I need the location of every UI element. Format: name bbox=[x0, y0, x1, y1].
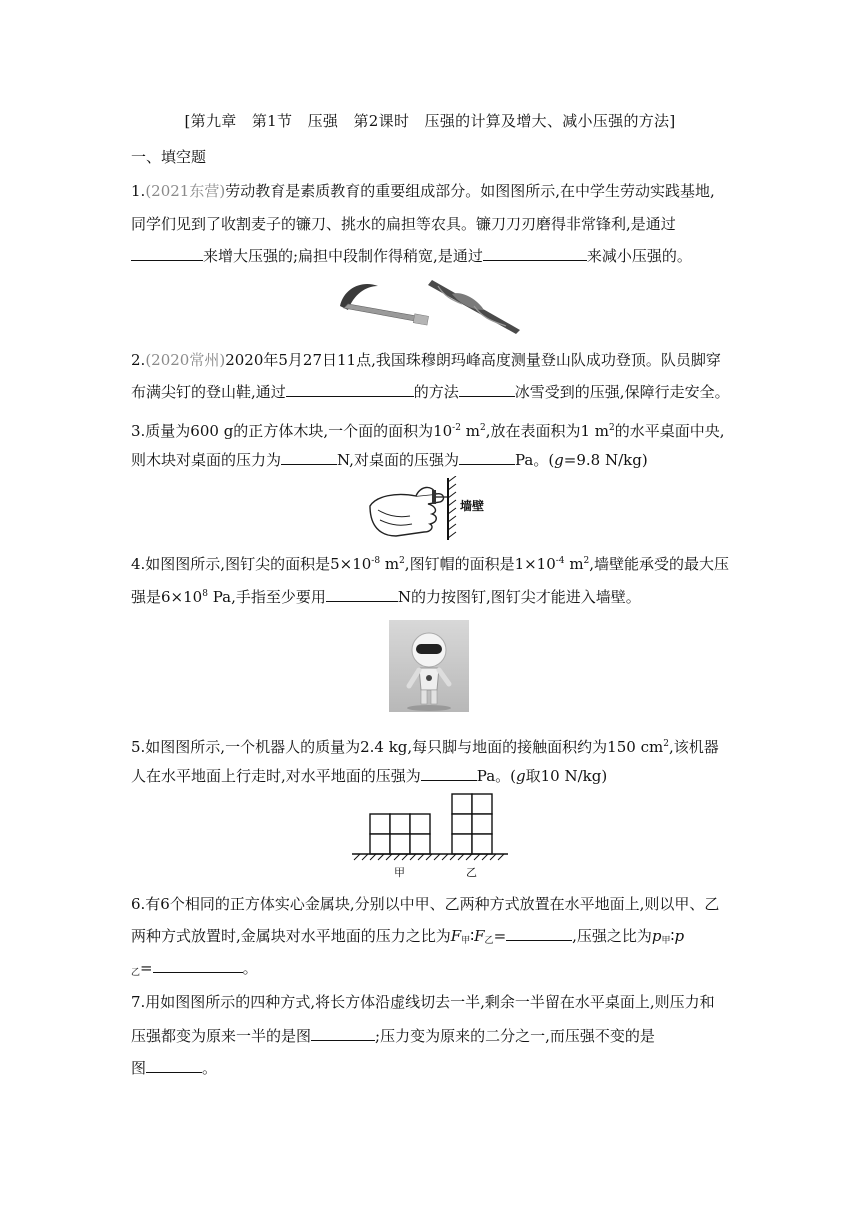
q6-period: 。 bbox=[242, 959, 258, 977]
q4-text-1b: m bbox=[380, 555, 400, 573]
q1-text-3a: 来增大压强的;扁担中段制作得稍宽,是通过 bbox=[203, 247, 483, 265]
q3-text-1b: m bbox=[460, 422, 480, 440]
q7-text-2a: 压强都变为原来一半的是图 bbox=[131, 1027, 312, 1045]
q4-text-1e: ,墙壁能承受的最大压 bbox=[589, 555, 730, 573]
q6-F-symbol: F bbox=[450, 927, 462, 945]
q4-sup-5: 8 bbox=[202, 589, 208, 599]
q5-line-1 bbox=[131, 734, 719, 757]
q5-text-1a: 5.如图图所示,一个机器人的质量为2.4 kg,每只脚与地面的接触面积约为150 cm bbox=[131, 738, 664, 756]
q5-text-2c: 取10 N/kg) bbox=[525, 767, 608, 785]
q2-text-2c: 冰雪受到的压强,保障行走安全。 bbox=[514, 383, 730, 401]
q6-sub-yi-2: 乙 bbox=[131, 968, 141, 978]
q3-text-2a: 则木块对桌面的压力为 bbox=[131, 451, 282, 469]
q7-line-1: 7.用如图图所示的四种方式,将长方体沿虚线切去一半,剩余一半留在水平桌面上,则压力和 bbox=[131, 993, 715, 1011]
q5-blank-1[interactable] bbox=[421, 766, 477, 781]
q3-blank-1[interactable] bbox=[281, 450, 337, 465]
q6-sub-yi: 乙 bbox=[484, 936, 494, 946]
q4-text-1d: m bbox=[564, 555, 584, 573]
q6-text-2b: ,压强之比为 bbox=[572, 927, 652, 945]
q2-line-2 bbox=[131, 382, 730, 402]
q1-blank-1[interactable] bbox=[131, 246, 203, 261]
sickle-pole-figure bbox=[334, 276, 524, 338]
q2-number: 2. bbox=[131, 351, 146, 369]
q6-blank-1[interactable] bbox=[506, 926, 572, 941]
q3-sup-1: -2 bbox=[452, 423, 461, 433]
thumbtack-icon bbox=[432, 490, 436, 504]
q3-blank-2[interactable] bbox=[459, 450, 515, 465]
q4-text-2b: Pa,手指至少要用 bbox=[207, 588, 326, 606]
q7-line-3 bbox=[131, 1058, 217, 1078]
q7-text-3b: 。 bbox=[202, 1059, 218, 1077]
q5-text-2b: Pa。( bbox=[476, 767, 516, 785]
q5-line-2 bbox=[131, 766, 607, 786]
q6-sub-jia: 甲 bbox=[461, 936, 471, 946]
q6-F-symbol-2: F bbox=[474, 927, 485, 945]
block-stack-jia bbox=[370, 814, 430, 854]
q5-g-symbol: g bbox=[516, 767, 526, 785]
wall-label: 墙壁 bbox=[460, 499, 485, 513]
q7-text-2b: ;压力变为原来的二分之一,而压强不变的是 bbox=[375, 1027, 655, 1045]
q6-blank-2[interactable] bbox=[153, 958, 243, 973]
q4-sup-3: -4 bbox=[555, 556, 565, 566]
q6-eq-2: = bbox=[140, 959, 153, 977]
q7-blank-1[interactable] bbox=[311, 1026, 375, 1041]
q6-line-3 bbox=[131, 958, 258, 983]
q6-p-sub-jia: 甲 bbox=[661, 936, 671, 946]
q7-blank-2[interactable] bbox=[146, 1058, 202, 1073]
q4-text-1c: ,图钉帽的面积是1×10 bbox=[404, 555, 556, 573]
q3-sup-2: 2 bbox=[479, 423, 486, 433]
q4-blank-1[interactable] bbox=[326, 587, 398, 602]
q1-line-3 bbox=[131, 246, 692, 266]
q1-source: (2021东营) bbox=[145, 182, 226, 200]
q4-text-2c: N的力按图钉,图钉尖才能进入墙壁。 bbox=[397, 588, 641, 606]
q3-text-1d: 的水平桌面中央, bbox=[614, 422, 725, 440]
q3-line-2 bbox=[131, 450, 648, 470]
q4-text-2a: 强是6×10 bbox=[131, 588, 203, 606]
q4-sup-1: -8 bbox=[371, 556, 381, 566]
section-heading: 一、填空题 bbox=[131, 148, 207, 166]
q7-text-3a: 图 bbox=[131, 1059, 147, 1077]
q5-text-1b: ,该机器 bbox=[668, 738, 719, 756]
q3-text-2c: Pa。( bbox=[514, 451, 555, 469]
metal-blocks-figure bbox=[350, 790, 510, 882]
q6-colon-2: ∶ bbox=[670, 927, 675, 945]
q4-line-1 bbox=[131, 551, 729, 574]
q4-sup-4: 2 bbox=[583, 556, 590, 566]
q2-blank-2[interactable] bbox=[459, 382, 515, 397]
q3-line-1 bbox=[131, 418, 725, 441]
q6-text-2a: 两种方式放置时,金属块对水平地面的压力之比为 bbox=[131, 927, 451, 945]
q3-text-2b: N,对桌面的压强为 bbox=[337, 451, 459, 469]
q2-line-1 bbox=[131, 350, 721, 370]
q7-line-2 bbox=[131, 1026, 655, 1046]
label-yi: 乙 bbox=[466, 866, 477, 879]
q3-g-symbol: g bbox=[554, 451, 564, 469]
q6-p-symbol: p bbox=[651, 927, 662, 945]
q6-p-symbol-2: p bbox=[674, 927, 685, 945]
q1-line-2: 同学们见到了收割麦子的镰刀、挑水的扁担等农具。镰刀刀刃磨得非常锋利,是通过 bbox=[131, 215, 676, 233]
q4-text-1a: 4.如图图所示,图钉尖的面积是5×10 bbox=[131, 555, 372, 573]
q2-blank-1[interactable] bbox=[286, 382, 414, 397]
q6-line-2 bbox=[131, 926, 684, 951]
q1-line-1 bbox=[131, 181, 715, 201]
label-jia: 甲 bbox=[394, 866, 405, 879]
q6-eq: = bbox=[493, 927, 507, 945]
robot-figure bbox=[389, 620, 469, 712]
q6-colon: ∶ bbox=[470, 927, 475, 945]
q3-sup-3: 2 bbox=[609, 423, 615, 433]
page-title: [第九章 第1节 压强 第2课时 压强的计算及增大、减小压强的方法] bbox=[184, 112, 676, 130]
q2-text-2a: 布满尖钉的登山鞋,通过 bbox=[131, 383, 286, 401]
q4-sup-2: 2 bbox=[399, 556, 405, 566]
q3-text-1a: 3.质量为600 g的正方体木块,一个面的面积为10 bbox=[131, 422, 453, 440]
q6-line-1: 6.有6个相同的正方体实心金属块,分别以中甲、乙两种方式放置在水平地面上,则以甲、乙 bbox=[131, 895, 720, 913]
q3-text-2d: =9.8 N/kg) bbox=[563, 451, 648, 469]
q2-text-2b: 的方法 bbox=[413, 383, 459, 401]
q1-blank-2[interactable] bbox=[483, 246, 587, 261]
block-stack-yi bbox=[452, 794, 492, 854]
q5-text-2a: 人在水平地面上行走时,对水平地面的压强为 bbox=[131, 767, 421, 785]
thumbtack-wall-figure bbox=[366, 476, 496, 542]
q5-sup-1: 2 bbox=[663, 739, 669, 749]
q1-text: 劳动教育是素质教育的重要组成部分。如图图所示,在中学生劳动实践基地, bbox=[225, 182, 715, 200]
q1-number: 1. bbox=[131, 182, 146, 200]
q3-text-1c: ,放在表面积为1 m bbox=[485, 422, 609, 440]
q4-line-2 bbox=[131, 584, 641, 607]
q1-text-3b: 来减小压强的。 bbox=[586, 247, 692, 265]
q2-source: (2020常州) bbox=[145, 351, 226, 369]
q2-text: 2020年5月27日11点,我国珠穆朗玛峰高度测量登山队成功登顶。队员脚穿 bbox=[225, 351, 721, 369]
